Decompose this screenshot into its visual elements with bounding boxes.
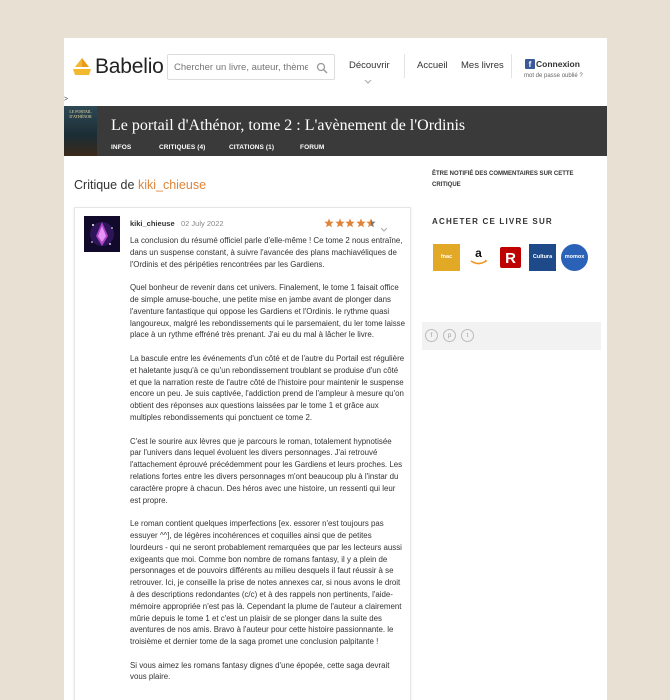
- breadcrumb: >: [64, 96, 69, 103]
- review-text: [130, 235, 405, 695]
- rakuten-icon: [497, 244, 524, 271]
- chevron-down-icon[interactable]: [364, 72, 372, 78]
- rakuten-logo[interactable]: [497, 244, 524, 271]
- star-icon: [366, 218, 376, 228]
- momox-logo[interactable]: [561, 244, 588, 271]
- social-share-bar: [422, 322, 601, 350]
- tab-infos[interactable]: INFOS: [111, 144, 132, 151]
- amazon-logo[interactable]: [465, 244, 492, 271]
- svg-text:a: a: [475, 246, 482, 260]
- book-cover-text: LE PORTAIL D'ATHÉNOR: [69, 109, 92, 119]
- pinterest-share-icon[interactable]: p: [443, 329, 456, 342]
- cultura-logo[interactable]: [529, 244, 556, 271]
- facebook-share-icon[interactable]: f: [425, 329, 438, 342]
- notify-comments-link[interactable]: ÊTRE NOTIFIÉ DES COMMENTAIRES SUR CETTE CRITIQUE: [432, 171, 574, 188]
- review-paragraph: Le roman contient quelques imperfections [ex. essorer n'est toujours pas essuyer ^^], de légères incohérences et coquilles ainsi que de petites lourdeurs - qui ne seront probablement remarquées que par les lecteurs aussi exigeants que moi. Comme bon nombre de romans fantasy, il y a plein de personnages et de pouvoirs différents au milieu desquels il faut réussir à se retrouver. Ici, je conseille la prise de notes annexes car, si nous avons le droit à des descriptions redondantes (c/c) et à des rappels non pertinents, l'aide-mémoire appropriée n'est pas là. Cependant la plume de l'auteur a clairement mûrie depuis le tome 1 et c'est un plaisir de se plonger dans la suite des aventures de nos amis. Bravo à l'auteur pour cette histoire passionnante. le troisième et dernier tome de la saga promet une conclusion palpitante !: [130, 519, 402, 647]
- facebook-icon[interactable]: f: [525, 59, 535, 69]
- shop-label: Cultura: [532, 254, 553, 260]
- svg-text:R: R: [505, 250, 516, 267]
- shop-list: [433, 244, 593, 271]
- search-input[interactable]: [168, 55, 308, 79]
- fnac-logo[interactable]: [433, 244, 460, 271]
- buy-heading: ACHETER CE LIVRE SUR: [432, 217, 553, 226]
- chevron-down-icon[interactable]: [380, 220, 388, 226]
- twitter-share-icon[interactable]: t: [461, 329, 474, 342]
- book-header-bar: [64, 106, 607, 156]
- shop-label: fnac: [440, 254, 453, 260]
- critique-heading-prefix: Critique de: [74, 178, 138, 192]
- babelio-logo-icon: [72, 57, 92, 77]
- nav-decouvrir[interactable]: Découvrir: [349, 60, 390, 71]
- nav-accueil[interactable]: Accueil: [417, 60, 448, 71]
- review-paragraph: La bascule entre les événements d'un côté et de l'autre du Portail est régulière et haletante jusqu'à ce qu'un rebondissement troublant se produise d'un côté et que la narration reste de l'autre côté de l'histoire pour maintenir le suspense encore un peu. Je suis captivée, l'addiction prend de l'ampleur à mesure qu'on obtient des réponses aux questions laissées par le tome 1 et grâce aux multiples rebondissements qui ponctuent ce tome 2.: [130, 353, 405, 422]
- site-header: [64, 38, 607, 96]
- page: [64, 38, 607, 700]
- tab-critiques[interactable]: CRITIQUES (4): [159, 144, 206, 151]
- connexion-link[interactable]: Connexion: [536, 59, 580, 69]
- amazon-icon: [465, 244, 492, 271]
- avatar[interactable]: [84, 216, 120, 252]
- book-title[interactable]: Le portail d'Athénor, tome 2 : L'avènement de l'Ordinis: [111, 117, 466, 134]
- logo-text: Babelio: [95, 55, 164, 78]
- babelio-logo[interactable]: [72, 55, 164, 79]
- critique-heading-user[interactable]: kiki_chieuse: [137, 178, 207, 192]
- forgot-password-link[interactable]: mot de passe oublié ?: [524, 73, 583, 79]
- review-paragraph: Quel bonheur de revenir dans cet univers. Finalement, le tome 1 faisait office de simple amuse-bouche, une petite mise en jambe avant de plonger dans l'aventure fantastique qui oppose les Gardiens et l'Ordinis. le rythme quasi langoureux, malgré les rebondissements qui le parsemaient, du ler tome laisse place à un rythme effréné très prenant. J'ai eu du mal à lâcher le livre.: [130, 283, 406, 340]
- star-rating: [324, 218, 377, 228]
- review-paragraph: La conclusion du résumé officiel parle d'elle-même ! Ce tome 2 nous entraîne, dans un suspense constant, à suivre l'avancée des plans machiavéliques de l'Ordinis et des péripéties rencontrées par les Gardiens.: [130, 236, 403, 269]
- search-box[interactable]: [167, 54, 335, 80]
- star-icon: [345, 218, 355, 228]
- nav-divider: [511, 54, 512, 78]
- nav-mes-livres[interactable]: Mes livres: [461, 60, 504, 71]
- nav-divider: [404, 54, 405, 78]
- shop-label: momox: [564, 254, 585, 260]
- review-date: 02 July 2022: [181, 219, 224, 228]
- book-cover[interactable]: [64, 106, 97, 156]
- tab-citations[interactable]: CITATIONS (1): [229, 144, 275, 151]
- review-card: [74, 207, 411, 700]
- star-icon: [356, 218, 366, 228]
- critique-heading: [74, 178, 206, 192]
- star-icon: [324, 218, 334, 228]
- star-icon: [335, 218, 345, 228]
- review-paragraph: Si vous aimez les romans fantasy dignes d'une épopée, cette saga devrait vous plaire.: [130, 660, 390, 682]
- review-username[interactable]: kiki_chieuse: [130, 219, 175, 228]
- review-paragraph: C'est le sourire aux lèvres que je parcours le roman, totalement hypnotisée par l'univers dans lequel évoluent les divers personnages. J'ai retrouvé l'attachement éprouvé précédemment pour les Gardiens et leurs proches. Les relations fortes entre les divers personnages m'ont beaucoup plu à l'instar du caractère propre à chacun. Des héros avec une histoire, un ressenti qui leur est propre.: [130, 436, 403, 505]
- search-icon[interactable]: [316, 61, 328, 73]
- tab-forum[interactable]: FORUM: [300, 144, 325, 151]
